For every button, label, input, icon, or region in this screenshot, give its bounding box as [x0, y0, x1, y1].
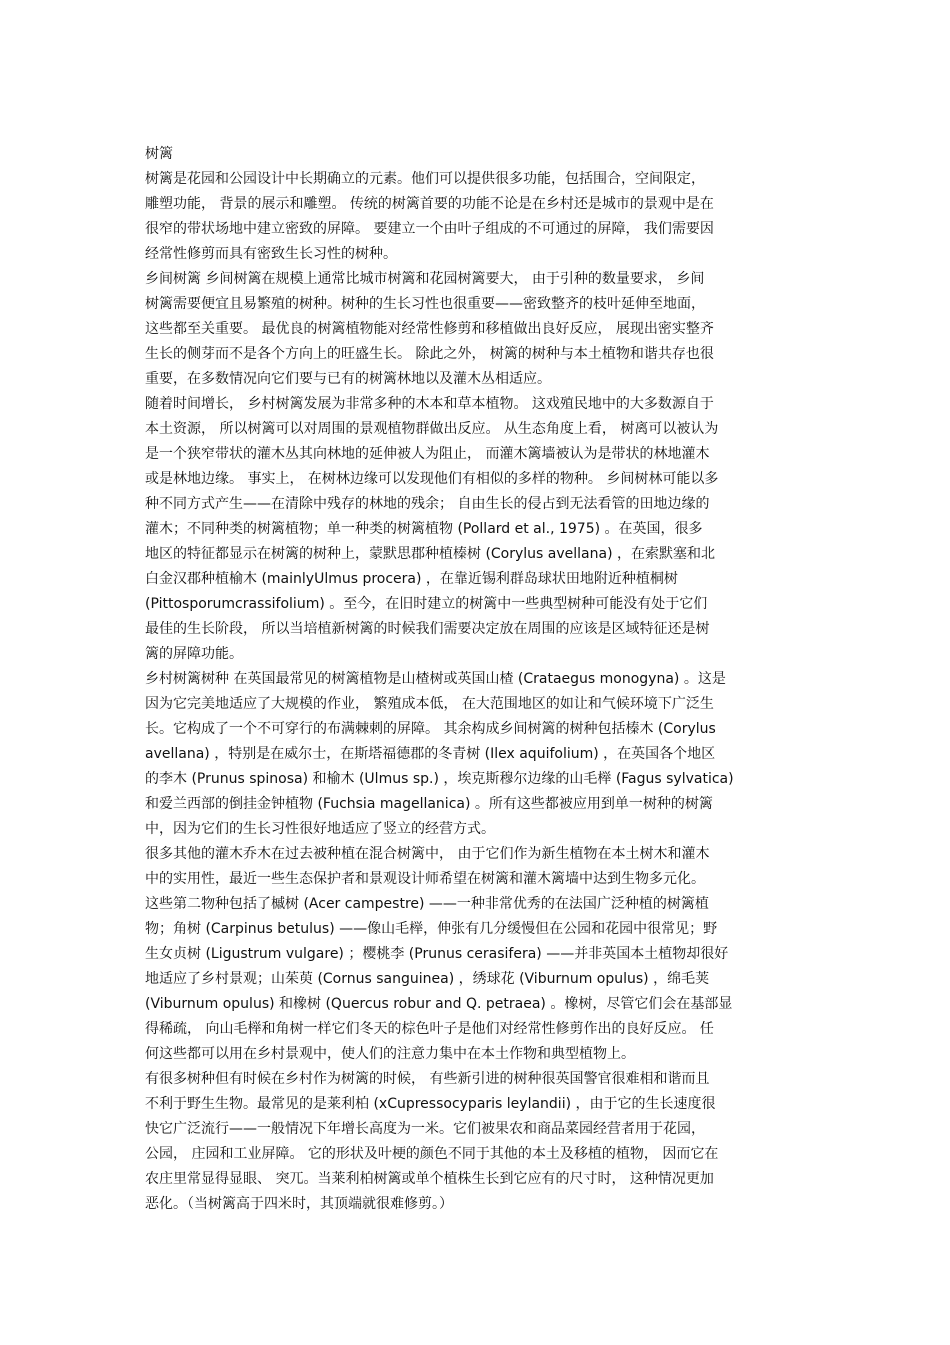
- text-line: 乡间树篱 乡间树篱在规模上通常比城市树篱和花园树篱要大， 由于引种的数量要求， 乡间: [145, 271, 705, 287]
- text-line: 种不同方式产生——在清除中残存的林地的残余； 自由生长的侵占到无法看管的田地边缘的: [145, 496, 710, 512]
- text-line: 中的实用性，最近一些生态保护者和景观设计师希望在树篱和灌木篱墙中达到生物多元化。: [145, 871, 705, 887]
- text-line: (Viburnum opulus) 和橡树 (Quercus robur and Q. petraea) 。橡树，尽管它们会在基部显: [145, 996, 733, 1012]
- text-line: 因为它完美地适应了大规模的作业， 繁殖成本低， 在大范围地区的如让和气候环境下广泛生: [145, 696, 714, 712]
- text-line: 重要，在多数情况向它们要与已有的树篱林地以及灌木丛相适应。: [145, 371, 551, 387]
- text-line: 或是林地边缘。 事实上， 在树林边缘可以发现他们有相似的多样的物种。 乡间树林可能以多: [145, 471, 719, 487]
- text-line: 生长的侧芽而不是各个方向上的旺盛生长。 除此之外， 树篱的树种与本土植物和谐共存也很: [145, 346, 714, 362]
- text-line: 这些第二物种包括了槭树 (Acer campestre) ——一种非常优秀的在法国广泛种植的树篱植: [145, 896, 709, 912]
- text-line: 的李木 (Prunus spinosa) 和榆木 (Ulmus sp.) ，埃克斯穆尔边缘的山毛榉 (Fagus sylvatica): [145, 771, 734, 787]
- text-line: 是一个狭窄带状的灌木丛其向林地的延伸被人为阻止， 而灌木篱墙被认为是带状的林地灌木: [145, 446, 710, 462]
- text-line: 本土资源， 所以树篱可以对周围的景观植物群做出反应。 从生态角度上看， 树离可以被认为: [145, 421, 719, 437]
- text-line: 灌木；不同种类的树篱植物；单一种类的树篱植物 (Pollard et al., 1975) 。在英国，很多: [145, 521, 703, 537]
- text-line: 乡村树篱树种 在英国最常见的树篱植物是山楂树或英国山楂 (Crataegus monogyna) 。这是: [145, 671, 726, 687]
- text-line: 很窄的带状场地中建立密致的屏障。 要建立一个由叶子组成的不可通过的屏障， 我们需要因: [145, 221, 714, 237]
- text-line: 农庄里常显得显眼、 突兀。当莱利柏树篱或单个植株生长到它应有的尺寸时， 这种情况更加: [145, 1171, 714, 1187]
- text-line: 白金汉郡种植榆木 (mainlyUlmus procera) ，在靠近锡利群岛球状田地附近种植桐树: [145, 571, 678, 587]
- text-line: 恶化。（当树篱高于四米时，其顶端就很难修剪。）: [145, 1196, 453, 1212]
- text-line: 生女贞树 (Ligustrum vulgare) ；樱桃李 (Prunus cerasifera) ——并非英国本土植物却很好: [145, 946, 729, 962]
- text-line: 何这些都可以用在乡村景观中，使人们的注意力集中在本土作物和典型植物上。: [145, 1046, 635, 1062]
- text-line: 长。它构成了一个不可穿行的布满棘刺的屏障。 其余构成乡间树篱的树种包括榛木 (Corylus: [145, 721, 716, 737]
- text-line: 物；角树 (Carpinus betulus) ——像山毛榉，伸张有几分缓慢但在公园和花园中很常见；野: [145, 921, 718, 937]
- text-line: 随着时间增长， 乡村树篱发展为非常多种的木本和草本植物。 这戏殖民地中的大多数源自于: [145, 396, 714, 412]
- text-line: 篱的屏障功能。: [145, 646, 243, 662]
- text-line: 有很多树种但有时候在乡村作为树篱的时候， 有些新引进的树种很英国警官很难相和谐而且: [145, 1071, 710, 1087]
- text-line: (Pittosporumcrassifolium) 。至今，在旧时建立的树篱中一些典型树种可能没有处于它们: [145, 596, 708, 612]
- text-line: 公园， 庄园和工业屏障。 它的形状及叶梗的颜色不同于其他的本土及移植的植物， 因而它在: [145, 1146, 719, 1162]
- text-line: 地区的特征都显示在树篱的树种上，蒙默思郡种植榛树 (Corylus avellana) ，在索默塞和北: [145, 546, 715, 562]
- text-line: 这些都至关重要。 最优良的树篱植物能对经常性修剪和移植做出良好反应， 展现出密实整齐: [145, 321, 714, 337]
- document-title: 树篱: [145, 146, 173, 162]
- text-line: 不利于野生生物。最常见的是莱利柏 (xCupressocyparis leylandii) ，由于它的生长速度很: [145, 1096, 716, 1112]
- text-line: 雕塑功能， 背景的展示和雕塑。 传统的树篱首要的功能不论是在乡村还是城市的景观中是在: [145, 196, 714, 212]
- text-line: 和爱兰西部的倒挂金钟植物 (Fuchsia magellanica) 。所有这些都被应用到单一树种的树篱: [145, 796, 713, 812]
- text-line: avellana) ，特别是在威尔士，在斯塔福德郡的冬青树 (Ilex aquifolium) ，在英国各个地区: [145, 746, 716, 762]
- text-line: 得稀疏， 向山毛榉和角树一样它们冬天的棕色叶子是他们对经常性修剪作出的良好反应。 任: [145, 1021, 714, 1037]
- text-line: 最佳的生长阶段， 所以当培植新树篱的时候我们需要决定放在周围的应该是区域特征还是树: [145, 621, 710, 637]
- text-line: 很多其他的灌木乔木在过去被种植在混合树篱中， 由于它们作为新生植物在本土树木和灌木: [145, 846, 710, 862]
- text-line: 快它广泛流行——一般情况下年增长高度为一米。它们被果农和商品菜园经营者用于花园，: [145, 1121, 705, 1137]
- text-line: 地适应了乡村景观；山茱萸 (Cornus sanguinea) ，绣球花 (Viburnum opulus) ，绵毛荚: [145, 971, 710, 987]
- text-line: 经常性修剪而具有密致生长习性的树种。: [145, 246, 397, 262]
- text-line: 树篱需要便宜且易繁殖的树种。树种的生长习性也很重要——密致整齐的枝叶延伸至地面，: [145, 296, 705, 312]
- text-line: 树篱是花园和公园设计中长期确立的元素。他们可以提供很多功能，包括围合，空间限定，: [145, 171, 705, 187]
- document-body: [145, 142, 807, 1217]
- text-line: 中，因为它们的生长习性很好地适应了竖立的经营方式。: [145, 821, 495, 837]
